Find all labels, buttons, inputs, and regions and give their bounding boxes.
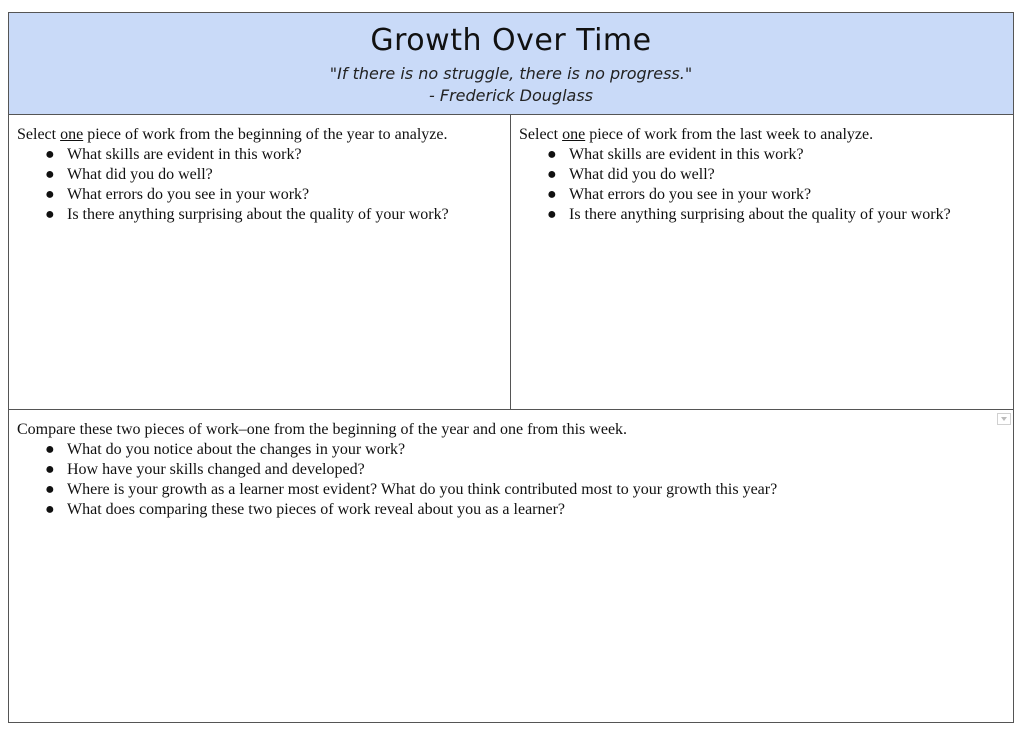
list-item: ● Is there anything surprising about the quality of your work? <box>547 206 951 223</box>
list-item: ● Is there anything surprising about the quality of your work? <box>45 206 449 223</box>
list-item: ● What do you notice about the changes in your work? <box>45 441 406 458</box>
comparison-prompt: Compare these two pieces of work–one from the beginning of the year and one from this week. <box>17 421 628 438</box>
beginning-question-list <box>17 145 502 225</box>
worksheet-table <box>8 12 1014 723</box>
bullet-icon: ● <box>547 146 557 163</box>
list-item: ● What did you do well? <box>547 166 715 183</box>
comparison-cell[interactable] <box>9 410 1013 722</box>
emphasis-one: one <box>562 126 586 143</box>
beginning-prompt: Select one piece of work from the beginning of the year to analyze. <box>17 126 448 143</box>
bullet-icon: ● <box>547 206 557 223</box>
emphasis-one: one <box>60 126 84 143</box>
list-item: ● What does comparing these two pieces of work reveal about you as a learner? <box>45 501 566 518</box>
bullet-icon: ● <box>547 166 557 183</box>
last-week-cell[interactable] <box>511 115 1013 410</box>
list-item: ● What errors do you see in your work? <box>547 186 812 203</box>
bullet-icon: ● <box>45 146 55 163</box>
beginning-of-year-cell[interactable] <box>9 115 511 410</box>
list-item: ● What skills are evident in this work? <box>547 146 804 163</box>
last-week-question-list <box>519 145 1005 225</box>
comparison-question-list <box>17 440 1005 520</box>
list-item: ● What skills are evident in this work? <box>45 146 302 163</box>
bullet-icon: ● <box>547 186 557 203</box>
list-item: ● Where is your growth as a learner most evident? What do you think contributed most to your growth this year? <box>45 481 778 498</box>
page-title: Growth Over Time <box>370 23 652 58</box>
quote-text: "If there is no struggle, there is no progress." <box>329 64 693 83</box>
bullet-icon: ● <box>45 206 55 223</box>
quote-attribution: - Frederick Douglass <box>429 86 593 105</box>
list-item: ● What did you do well? <box>45 166 213 183</box>
bullet-icon: ● <box>45 441 55 458</box>
list-item: ● How have your skills changed and developed? <box>45 461 365 478</box>
bullet-icon: ● <box>45 461 55 478</box>
chevron-down-icon[interactable] <box>997 413 1011 425</box>
last-week-prompt: Select one piece of work from the last week to analyze. <box>519 126 874 143</box>
bullet-icon: ● <box>45 481 55 498</box>
header-cell <box>9 13 1013 115</box>
bullet-icon: ● <box>45 166 55 183</box>
list-item: ● What errors do you see in your work? <box>45 186 310 203</box>
bullet-icon: ● <box>45 186 55 203</box>
bullet-icon: ● <box>45 501 55 518</box>
